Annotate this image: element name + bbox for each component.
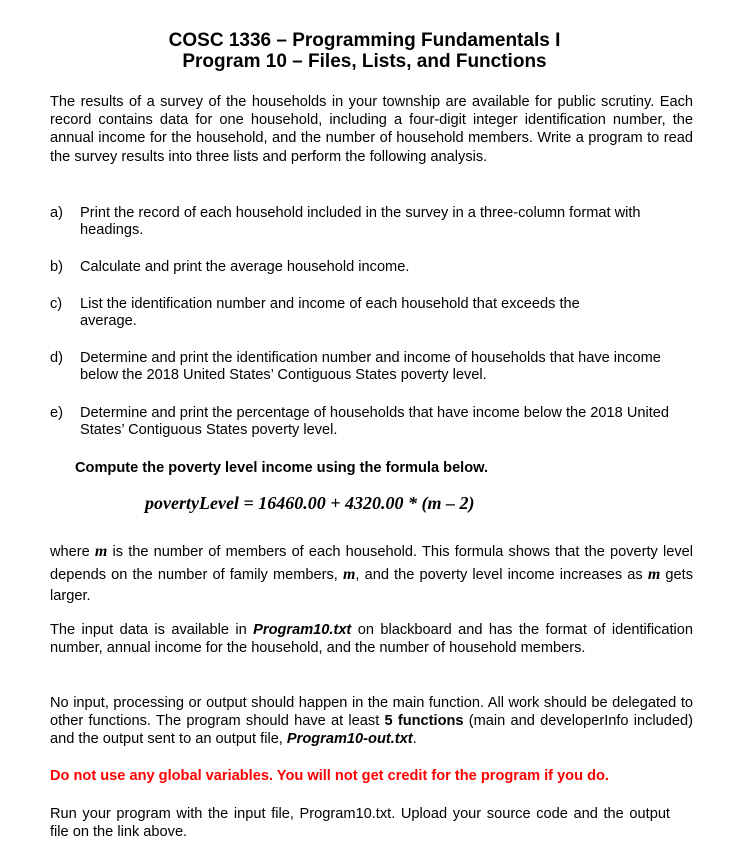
text-span: on blackboard and has the format of identification number, annual income for the household, and the number of household members.	[50, 622, 694, 657]
task-label: a)	[50, 205, 63, 221]
submission-paragraph: Run your program with the input file, Program10.txt. Upload your source code and the output file on the link above.	[50, 806, 670, 841]
function-count: 5 functions	[384, 713, 464, 730]
text-span: gets larger.	[50, 566, 693, 604]
course-title: COSC 1336 – Programming Fundamentals I	[168, 30, 561, 51]
program-title: Program 10 – Files, Lists, and Functions	[182, 51, 547, 72]
text-span: , and the poverty level income increases as	[355, 566, 648, 583]
text-span: (main and developerInfo included) and the output sent to an output file,	[50, 713, 693, 748]
text-span: where	[50, 544, 95, 560]
input-filename: Program10.txt	[253, 622, 352, 638]
task-text: Determine and print the identification number and income of households that have income below the 2018 United States’ Contiguous States poverty level.	[80, 350, 661, 383]
functions-paragraph	[50, 694, 693, 749]
where-paragraph	[50, 541, 693, 608]
task-label: b)	[50, 259, 63, 275]
global-variables-warning: Do not use any global variables. You will not get credit for the program if you do.	[50, 768, 609, 784]
poverty-formula: povertyLevel = 16460.00 + 4320.00 * (m – 2)	[145, 493, 475, 513]
task-text: Calculate and print the average household income.	[80, 259, 410, 275]
variable-m: m	[94, 543, 108, 560]
input-paragraph	[50, 621, 693, 657]
intro-paragraph: The results of a survey of the households in your township are available for public scrutiny. Each record contains data for one household, including a four-digit integer identification number, the annual income for the household, and the number of household members. Write a program to read the survey results into three lists and perform the following analysis.	[50, 94, 693, 165]
text-span: .	[412, 731, 417, 748]
formula-heading: Compute the poverty level income using the formula below.	[75, 460, 489, 476]
task-text: Print the record of each household included in the survey in a three-column format with headings.	[80, 205, 641, 238]
output-filename: Program10-out.txt	[286, 731, 413, 748]
variable-m: m	[342, 565, 356, 583]
text-span: is the number of members of each household. This formula shows that the poverty level depends on the number of family members,	[50, 544, 693, 583]
task-text: List the identification number and income of each household that exceeds the average.	[80, 296, 580, 329]
text-span: The input data is available in	[50, 622, 254, 638]
task-text: Determine and print the percentage of households that have income below the 2018 United States’ Contiguous States poverty level.	[80, 405, 670, 438]
text-span: No input, processing or output should happen in the main function. All work should be delegated to other functions. The program should have at least	[50, 695, 693, 730]
task-label: c)	[50, 296, 63, 312]
task-label: e)	[50, 405, 63, 421]
variable-m: m	[647, 565, 661, 583]
task-label: d)	[50, 350, 63, 366]
